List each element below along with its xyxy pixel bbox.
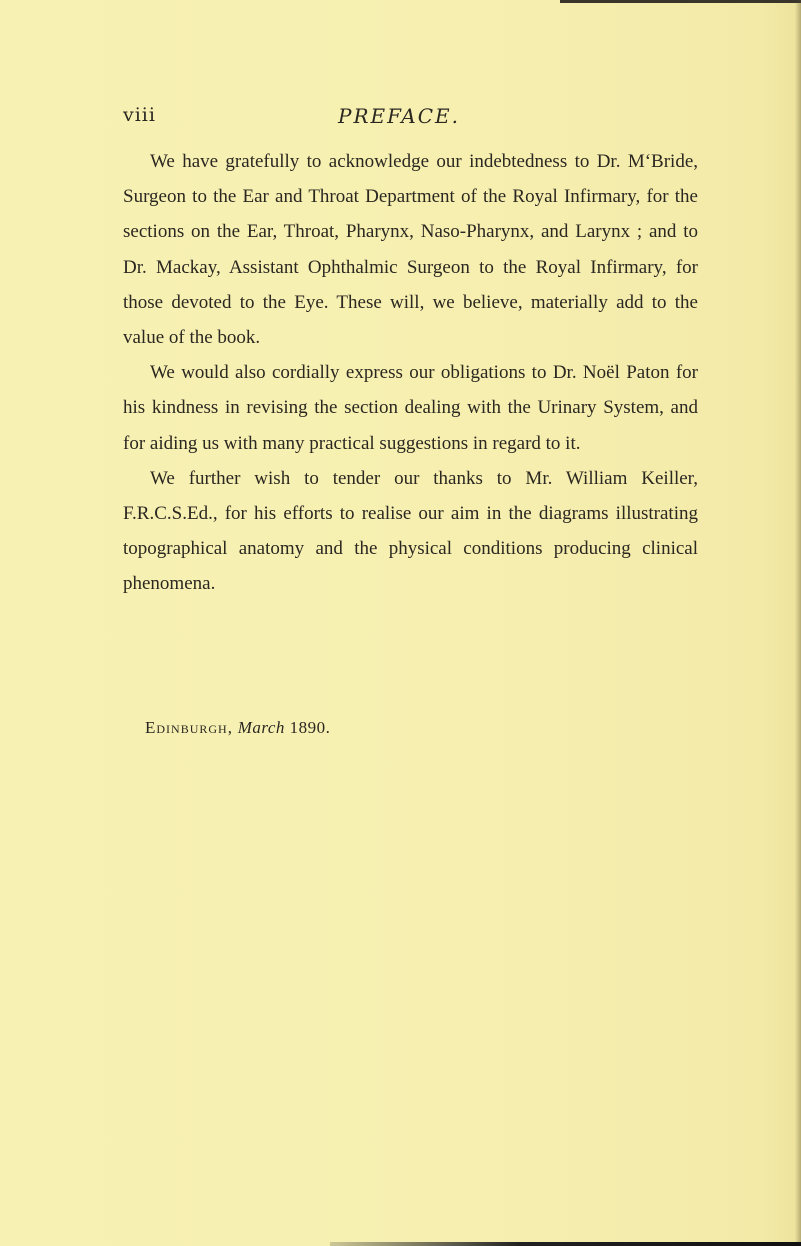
page-header [0, 104, 801, 132]
page-edge-right [795, 0, 801, 1246]
paragraph: We have gratefully to acknowledge our indebtedness to Dr. M‘Bride, Surgeon to the Ear and Throat Department of the Royal Infirmary, for the sections on the Ear, Throat, Pharynx, Naso-Pharynx, and Larynx ; and to Dr. Mackay, Assistant Ophthalmic Surgeon to the Royal Infirmary, for those devoted to the Eye. These will, we believe, materially add to the value of the book. [123, 151, 698, 349]
page-number: viii [123, 104, 156, 126]
signature-place: Edinburgh, [145, 718, 233, 737]
paragraph: We further wish to tender our thanks to Mr. William Keiller, F.R.C.S.Ed., for his efforts to realise our aim in the diagrams illustrating topographical anatomy and the physical conditions producing clinical phenomena. [123, 467, 698, 595]
signature-line [145, 718, 330, 738]
page-edge-top [560, 0, 801, 3]
paragraph: We would also cordially express our obligations to Dr. Noël Paton for his kindness in revising the section dealing with the Urinary System, and for aiding us with many practical suggestions in regard to it. [123, 362, 698, 454]
page-edge-bottom [330, 1242, 801, 1246]
preface-body [123, 144, 698, 602]
signature-year: 1890. [289, 718, 331, 737]
running-head: PREFACE. [338, 104, 460, 128]
signature-month: March [237, 718, 285, 737]
